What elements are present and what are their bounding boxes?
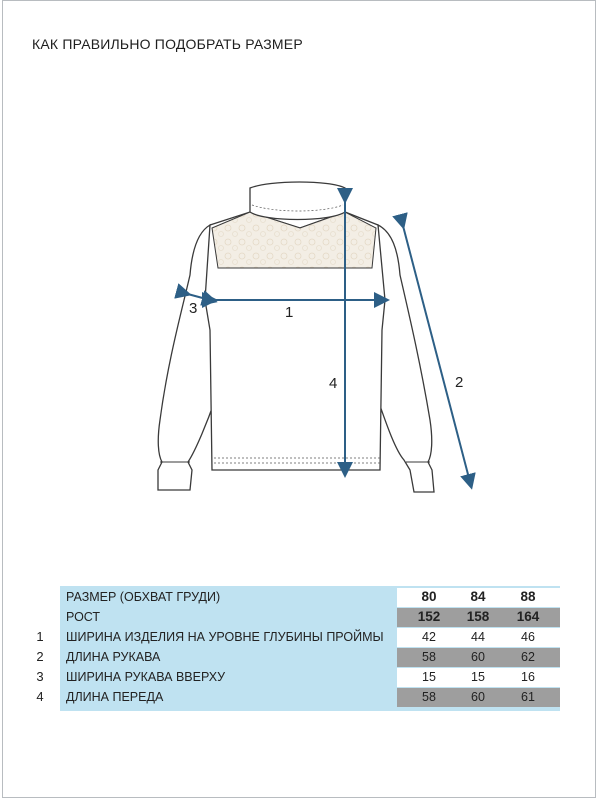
cell-value: 62 <box>521 650 535 664</box>
row-label: ШИРИНА ИЗДЕЛИЯ НА УРОВНЕ ГЛУБИНЫ ПРОЙМЫ <box>66 630 384 644</box>
size-value: 84 <box>470 589 486 604</box>
cell-value: 58 <box>422 690 436 704</box>
label-1: 1 <box>285 304 294 321</box>
label-2: 2 <box>455 374 464 391</box>
height-value: 164 <box>516 609 540 624</box>
header-label: РАЗМЕР (ОБХВАТ ГРУДИ) <box>66 590 221 604</box>
collar <box>250 182 345 220</box>
cell-value: 42 <box>422 630 436 644</box>
table-row <box>60 648 560 667</box>
cell-value: 61 <box>521 690 535 704</box>
lace-yoke <box>212 212 376 268</box>
table-row <box>60 688 560 707</box>
table-row <box>60 668 560 687</box>
height-value: 152 <box>417 609 441 624</box>
row-number: 3 <box>36 669 44 684</box>
cell-value: 16 <box>521 670 535 684</box>
height-value: 158 <box>466 609 490 624</box>
right-sleeve <box>378 225 434 492</box>
row-label: ДЛИНА ПЕРЕДА <box>66 690 164 704</box>
cell-value: 60 <box>471 650 485 664</box>
row-number: 2 <box>36 649 44 664</box>
row-number: 4 <box>36 689 44 704</box>
page-title: КАК ПРАВИЛЬНО ПОДОБРАТЬ РАЗМЕР <box>32 36 303 52</box>
row-label: ДЛИНА РУКАВА <box>66 650 161 664</box>
table-header-row <box>60 588 560 607</box>
cell-value: 60 <box>471 690 485 704</box>
cell-value: 46 <box>521 630 535 644</box>
row-number: 1 <box>36 629 44 644</box>
label-3: 3 <box>189 300 198 317</box>
table-height-row <box>60 608 560 627</box>
label-4: 4 <box>329 375 338 392</box>
cell-value: 58 <box>422 650 436 664</box>
cell-value: 15 <box>422 670 436 684</box>
row-label: ШИРИНА РУКАВА ВВЕРХУ <box>66 670 226 684</box>
size-value: 88 <box>520 589 536 604</box>
table-row <box>60 628 560 647</box>
left-sleeve <box>158 225 215 490</box>
cell-value: 15 <box>471 670 485 684</box>
size-value: 80 <box>421 589 437 604</box>
height-label: РОСТ <box>66 610 101 624</box>
size-table <box>60 586 560 711</box>
cell-value: 44 <box>471 630 485 644</box>
